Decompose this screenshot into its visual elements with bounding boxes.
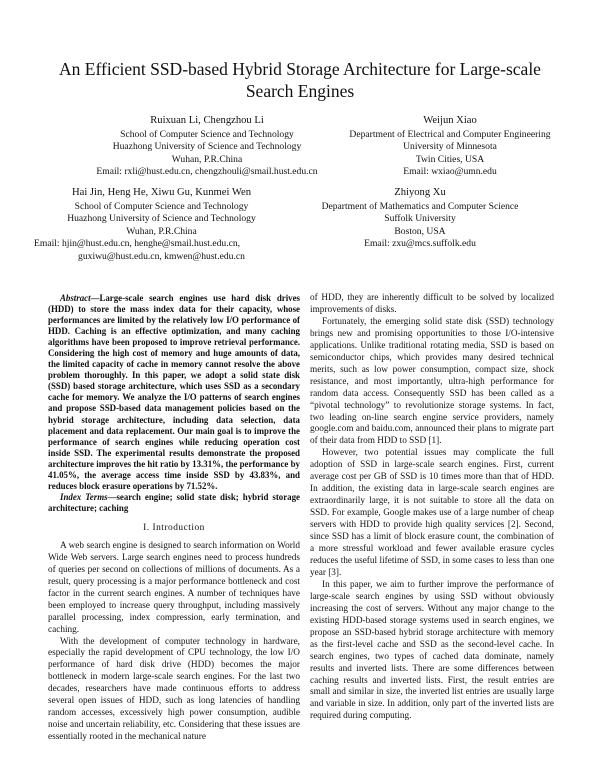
- author-affiliation-dept: School of Computer Science and Technology: [74, 201, 249, 212]
- index-terms: [48, 492, 300, 514]
- author-email: Email: zxu@mcs.suffolk.edu: [364, 238, 476, 250]
- author-affiliation-univ: Huazhong University of Science and Technology: [67, 213, 256, 225]
- author-affiliation-dept: Department of Mathematics and Computer Science: [321, 201, 519, 212]
- author-names: Zhiyong Xu: [394, 187, 446, 198]
- paragraph: A web search engine is designed to search information on World Wide Web servers. Large search engines need to process hundreds of queries per second on collections of millions of documents. As a result, query processing is a major performance bottleneck and cost factor in the current search engines. A number of techniques have been employed to increase query throughput, including massively parallel processing, index compression, early termination, and caching.: [48, 540, 300, 635]
- author-location: Twin Cities, USA: [415, 153, 485, 165]
- index-terms-label: Index Terms: [60, 491, 108, 502]
- abstract-text: —Large-scale search engines use hard disk drives (HDD) to store the mass index data for their capacity, whose performances are limited by the relatively low I/O performance of HDD. Caching is an effective optimization, and many caching algorithms have been proposed to improve retrieval performance. Considering the high cost of memory and huge amounts of data, the limited capacity of cache in memory cannot resolve the above problem thoroughly. In this paper, we adopt a solid state disk (SSD) based storage architecture, which uses SSD as a secondary cache for memory. We analyze the I/O patterns of search engines and propose SSD-based data management policies based on the hybrid storage architecture, including data selection, data placement and data replacement. Our main goal is to improve the performance of search engines while reducing operation cost inside SSD. The experimental results demonstrate the proposed architecture improves the hit ratio by 13.31%, the performance by 41.05%, the average access time inside SSD by 43.83%, and reduces block erasure operations by 71.52%.: [48, 293, 300, 491]
- author-affiliation-univ: University of Minnesota: [403, 141, 497, 153]
- author-location: Boston, USA: [394, 225, 446, 237]
- author-location: Wuhan, P.R.China: [171, 153, 243, 165]
- author-email-continued: guxiwu@hust.edu.cn, kmwen@hust.edu.cn: [78, 250, 245, 262]
- author-names: Hai Jin, Heng He, Xiwu Gu, Kunmei Wen: [71, 187, 252, 198]
- author-email: Email: wxiao@umn.edu: [403, 166, 497, 178]
- author-email: Email: hjin@hust.edu.cn, henghe@smail.hust.edu.cn,: [34, 238, 241, 250]
- paper-title: An Efficient SSD-based Hybrid Storage Architecture for Large-scale Search Engines: [59, 59, 541, 101]
- author-block-li: [92, 114, 322, 179]
- author-affiliation-univ: Suffolk University: [384, 213, 456, 225]
- left-column: [48, 293, 300, 744]
- author-block-xiao: [330, 114, 570, 179]
- abstract-label: Abstract: [60, 293, 91, 303]
- section-heading-introduction: I. Introduction: [143, 522, 205, 533]
- paragraph: In this paper, we aim to further improve the performance of large-scale search engines by using SSD without obviously increasing the cost of servers. Without any major change to the existing HDD-based storage systems used in search engines, we propose an SSD-based hybrid storage architecture with memory as the first-level cache and SSD as the second-level cache. In search engines, two types of cached data dominate, namely results and inverted lists. There are some differences between caching results and inverted lists. First, the result entries are small and similar in size, the inverted list entries are usually large and variable in size. In addition, only part of the inverted lists are required during computing.: [310, 579, 554, 722]
- author-email: Email: rxli@hust.edu.cn, chengzhouli@smail.hust.edu.cn: [96, 166, 318, 178]
- author-affiliation-univ: Huazhong University of Science and Technology: [112, 141, 302, 153]
- author-names: Ruixuan Li, Chengzhou Li: [150, 115, 264, 126]
- right-column: [310, 293, 554, 723]
- author-names: Weijun Xiao: [423, 115, 477, 126]
- paragraph: With the development of computer technology in hardware, especially the rapid development of CPU technology, the low I/O performance of hard disk drive (HDD) becomes the major bottleneck in modern large-scale search engines. For the last two decades, researchers have made continuous efforts to address several open issues of HDD, such as long latencies of handling random accesses, excessively high power consumption, audible noise and uncertain reliability, etc. Considering that these issues are essentially rooted in the mechanical nature: [48, 636, 300, 743]
- author-block-jin: [34, 186, 289, 263]
- abstract: [48, 293, 300, 492]
- index-terms-text: —search engine; solid state disk; hybrid storage architecture; caching: [48, 491, 301, 513]
- paragraph: However, two potential issues may complicate the full adoption of SSD in large-scale search engines. First, current average cost per GB of SSD is 10 times more than that of HDD. In addition, the existing data in large-scale search engines are extraordinarily large, it is not suitable to store all the data on SSD. For example, Google makes use of a large number of cheap servers with HDD to provide high quality services [2]. Second, since SSD has a limit of block erasure count, the combination of a more stressful workload and fewer available erasure cycles reduces the useful lifetime of SSD, in some cases to less than one year [3].: [310, 448, 554, 578]
- author-affiliation-dept: Department of Electrical and Computer Engineering: [349, 129, 551, 140]
- author-location: Wuhan, P.R.China: [126, 225, 197, 237]
- author-block-xu: [300, 186, 540, 251]
- paragraph: Fortunately, the emerging solid state disk (SSD) technology brings new and promising opportunities to those I/O-intensive applications. Unlike traditional rotating media, SSD is based on semiconductor chips, which provides many desired technical merits, such as low power consumption, compact size, shock resistance, and most importantly, ultra-high performance for random data access. Consequently SSD has been called as a “pivotal technology” to revolutionize storage systems. In fact, two leading on-line search engine service providers, namely google.com and baidu.com, announced their plans to migrate part of their data from HDD to SSD [1].: [310, 316, 554, 447]
- paragraph: of HDD, they are inherently difficult to be solved by localized improvements of disks.: [310, 293, 554, 315]
- author-affiliation-dept: School of Computer Science and Technology: [120, 129, 294, 140]
